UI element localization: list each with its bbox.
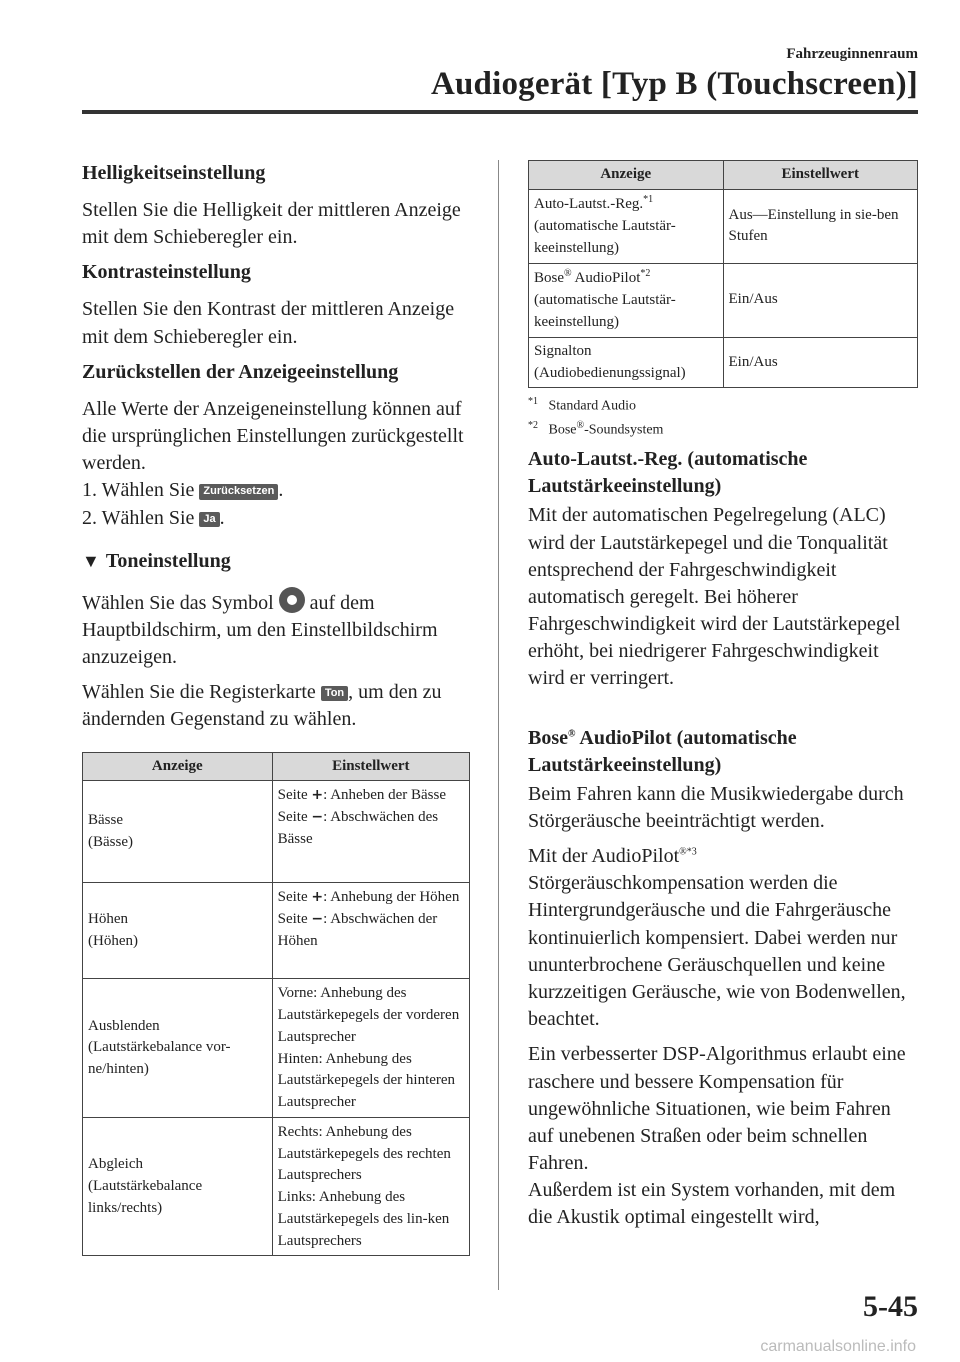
right-column bbox=[528, 160, 918, 1240]
cell-text: : Abschwächen der Höhen bbox=[277, 911, 438, 949]
text-tab bbox=[82, 679, 470, 733]
heading-brightness: Helligkeitseinstellung bbox=[82, 162, 266, 184]
cell-display bbox=[529, 189, 724, 263]
left-column bbox=[82, 160, 470, 1256]
plus-icon: + bbox=[311, 889, 324, 906]
chapter-label: Fahrzeuginnenraum bbox=[786, 46, 918, 62]
section-tone-title: Toneinstellung bbox=[105, 549, 231, 572]
text-symbol-a: Wählen Sie das Symbol bbox=[82, 591, 274, 614]
footnote-mark: *2 bbox=[640, 268, 651, 280]
text-audiopilot-2: Mit der AudioPilot$^{®*3}$ Störgeräuschkompensation werden die Hintergrundgeräusche und die Fahrgeräusche kontinuierlich kompensiert. Dabei werden nur ununterbrochene Geräuschquellen und keine kurzzeitigen Geräusche, wie von Bodenwellen, beachtet. bbox=[528, 845, 906, 1031]
step-2-text: 2. Wählen Sie bbox=[82, 506, 195, 529]
text-reset: Alle Werte der Anzeigeneinstellung können auf die ursprünglichen Einstellungen zurückgestellt werden. bbox=[82, 397, 464, 475]
cell-text: Seite bbox=[277, 911, 312, 928]
cell-display: Ausblenden (Lautstärkebalance vor-ne/hinten) bbox=[83, 979, 273, 1118]
watermark: carmanualsonline.info bbox=[760, 1338, 916, 1355]
cell-value bbox=[272, 781, 469, 883]
text-brightness: Stellen Sie die Helligkeit der mittleren Anzeige mit dem Schieberegler ein. bbox=[82, 199, 461, 249]
cell-text: AudioPilot bbox=[571, 270, 641, 287]
page-title: Audiogerät [Typ B (Touchscreen)] bbox=[430, 66, 918, 102]
table-row bbox=[529, 189, 918, 263]
text-symbol bbox=[82, 587, 470, 672]
heading-contrast: Kontrasteinstellung bbox=[82, 261, 251, 284]
text-symbol-b: auf dem Hauptbildschirm, um den Einstellbildschirm anzuzeigen. bbox=[82, 591, 438, 669]
text-audiopilot-1: Beim Fahren kann die Musikwiedergabe durch Störgeräusche beeinträchtigt werden. bbox=[528, 782, 904, 832]
heading-audiopilot: Bose® AudioPilot (automatische Lautstärkeeinstellung) bbox=[528, 726, 797, 776]
text-alc: Mit der automatischen Pegelregelung (ALC) wird der Lautstärkepegel und die Tonqualität entsprechend der Fahrgeschwindigkeit automatisch geregelt. Bei höherer Fahrgeschwindigkeit wird der Lautstärkepegel erhöht, bei niedrigerer Fahrgeschwindigkeit wird er verringert. bbox=[528, 504, 901, 690]
reset-key: Zurücksetzen bbox=[199, 484, 278, 499]
tone-settings-table bbox=[82, 752, 470, 1257]
text-tab-b: , um den zu ändernden Gegenstand zu wählen. bbox=[82, 681, 442, 731]
table-row bbox=[83, 979, 470, 1118]
registered-mark: ® bbox=[564, 268, 572, 280]
minus-icon: − bbox=[311, 809, 324, 826]
step-1: 1. Wählen Sie Zurücksetzen . bbox=[82, 479, 284, 502]
footnote-mark: *1 bbox=[643, 194, 654, 206]
column-divider bbox=[498, 160, 499, 1290]
header-rule bbox=[82, 110, 918, 114]
heading-reset: Zurückstellen der Anzeigeeinstellung bbox=[82, 360, 399, 383]
cell-display: Abgleich (Lautstärkebalance links/rechts) bbox=[83, 1117, 273, 1256]
cell-text: : Abschwächen des Bässe bbox=[277, 809, 439, 847]
minus-icon: − bbox=[311, 911, 324, 928]
cell-text: : Anheben der Bässe bbox=[323, 787, 446, 804]
table-header-value: Einstellwert bbox=[272, 752, 469, 781]
volume-settings-table bbox=[528, 160, 918, 388]
tone-key: Ton bbox=[321, 686, 348, 701]
text-audiopilot-3: Ein verbesserter DSP-Algorithmus erlaubt eine raschere und bessere Kompensation für ungewöhnliche Situationen, wie beim Fahren auf unebenen Straßen oder beim schnellen Fahren. bbox=[528, 1043, 906, 1175]
table-row bbox=[529, 337, 918, 388]
cell-value: Ein/Aus bbox=[723, 337, 918, 388]
cell-text: Seite bbox=[277, 809, 312, 826]
gear-icon bbox=[279, 587, 305, 613]
table-row bbox=[83, 781, 470, 883]
cell-text: Bose bbox=[534, 270, 564, 287]
yes-key: Ja bbox=[199, 512, 219, 527]
table-header-value: Einstellwert bbox=[723, 161, 918, 190]
cell-value: Aus―Einstellung in sie-ben Stufen bbox=[723, 189, 918, 263]
text-contrast: Stellen Sie den Kontrast der mittleren Anzeige mit dem Schieberegler ein. bbox=[82, 298, 455, 348]
page-number: 5-45 bbox=[863, 1290, 918, 1323]
cell-value: Ein/Aus bbox=[723, 263, 918, 337]
cell-display: Bässe (Bässe) bbox=[83, 781, 273, 883]
table-header-display: Anzeige bbox=[83, 752, 273, 781]
heading-alc: Auto-Lautst.-Reg. (automatische Lautstärkeeinstellung) bbox=[528, 448, 808, 498]
cell-value bbox=[272, 883, 469, 979]
table-header-display: Anzeige bbox=[529, 161, 724, 190]
cell-text: (automatische Lautstär-keeinstellung) bbox=[534, 217, 676, 256]
cell-text: Seite bbox=[277, 787, 312, 804]
step-2: 2. Wählen Sie Ja . bbox=[82, 506, 225, 529]
table-row bbox=[83, 883, 470, 979]
table-row bbox=[83, 1117, 470, 1256]
text-audiopilot-4: Außerdem ist ein System vorhanden, mit dem die Akustik optimal eingestellt wird, bbox=[528, 1179, 896, 1229]
text-tab-a: Wählen Sie die Registerkarte bbox=[82, 681, 316, 704]
footnote-1: $^{*1}$ Standard Audio bbox=[528, 396, 636, 414]
cell-text: Auto-Lautst.-Reg. bbox=[534, 196, 644, 213]
section-tone bbox=[82, 550, 470, 573]
cell-text: (automatische Lautstär-keeinstellung) bbox=[534, 291, 676, 330]
step-1-text: 1. Wählen Sie bbox=[82, 479, 195, 502]
cell-text: Seite bbox=[277, 889, 312, 906]
triangle-down-icon: ▼ bbox=[82, 550, 100, 571]
footnotes bbox=[528, 394, 918, 442]
plus-icon: + bbox=[311, 787, 324, 804]
cell-value: Rechts: Anhebung des Lautstärkepegels des rechten Lautsprechers Links: Anhebung des Lautstärkepegels des lin-ken Lautsprechers bbox=[272, 1117, 469, 1256]
cell-display bbox=[529, 263, 724, 337]
cell-display: Höhen (Höhen) bbox=[83, 883, 273, 979]
cell-display: Signalton (Audiobedienungssignal) bbox=[529, 337, 724, 388]
footnote-2: $^{*2}$ Bose®-Soundsystem bbox=[528, 420, 664, 438]
cell-text: : Anhebung der Höhen bbox=[323, 889, 460, 906]
cell-value: Vorne: Anhebung des Lautstärkepegels der vorderen Lautsprecher Hinten: Anhebung des Lautstärkepegels der hinteren Lautsprecher bbox=[272, 979, 469, 1118]
table-row bbox=[529, 263, 918, 337]
